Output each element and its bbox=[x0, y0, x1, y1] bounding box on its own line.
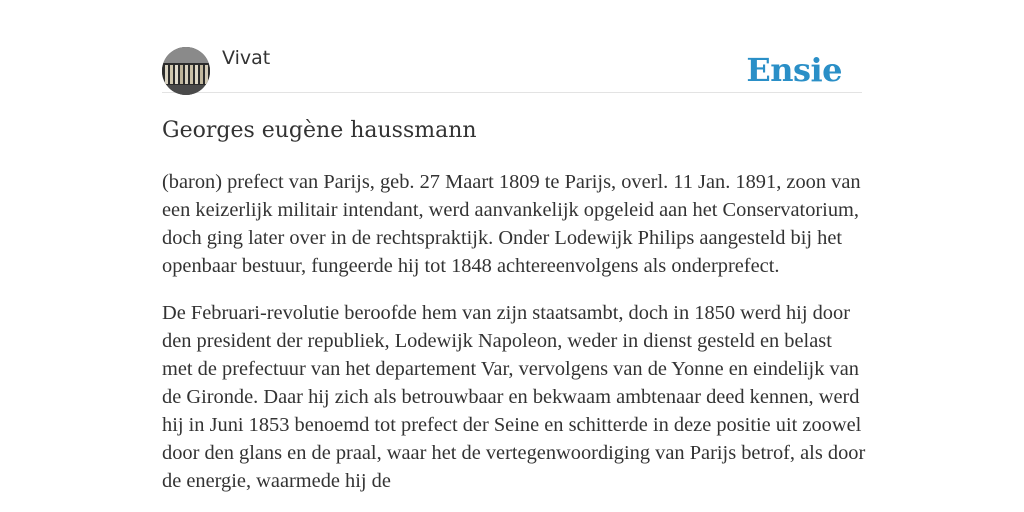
article-paragraph: (baron) prefect van Parijs, geb. 27 Maart 1809 te Parijs, overl. 11 Jan. 1891, zoon van een keizerlijk militair intendant, werd aanvankelijk opgeleid aan het Conservatorium, doch ging later over in de rechtspraktijk. Onder Lodewijk Philips aangesteld bij het openbaar bestuur, fungeerde hij tot 1848 achtereenvolgens als onderprefect. bbox=[162, 171, 861, 277]
brand-logo-link[interactable]: Ensie bbox=[746, 51, 842, 89]
source-name-link[interactable]: Vivat bbox=[222, 47, 271, 69]
article-paragraph: De Februari-revolutie beroofde hem van zijn staatsambt, doch in 1850 werd hij door den president der republiek, Lodewijk Napoleon, weder in dienst gesteld en belast met de prefectuur van het departement Var, vervolgens van de Yonne en eindelijk van de Gironde. Daar hij zich als betrouwbaar en bekwaam ambtenaar deed kennen, werd hij in Juni 1853 benoemd tot prefect der Seine en schitterde in deze positie uit zoowel door den glans en de praal, waar het de vertegenwoordiging van Parijs betrof, als door de energie, waarmede hij de bbox=[162, 302, 866, 492]
article-title: Georges eugène haussmann bbox=[162, 118, 477, 143]
source-avatar[interactable] bbox=[162, 47, 210, 95]
header bbox=[162, 46, 862, 93]
book-spines-avatar-icon bbox=[162, 47, 210, 95]
article-body bbox=[162, 168, 866, 512]
